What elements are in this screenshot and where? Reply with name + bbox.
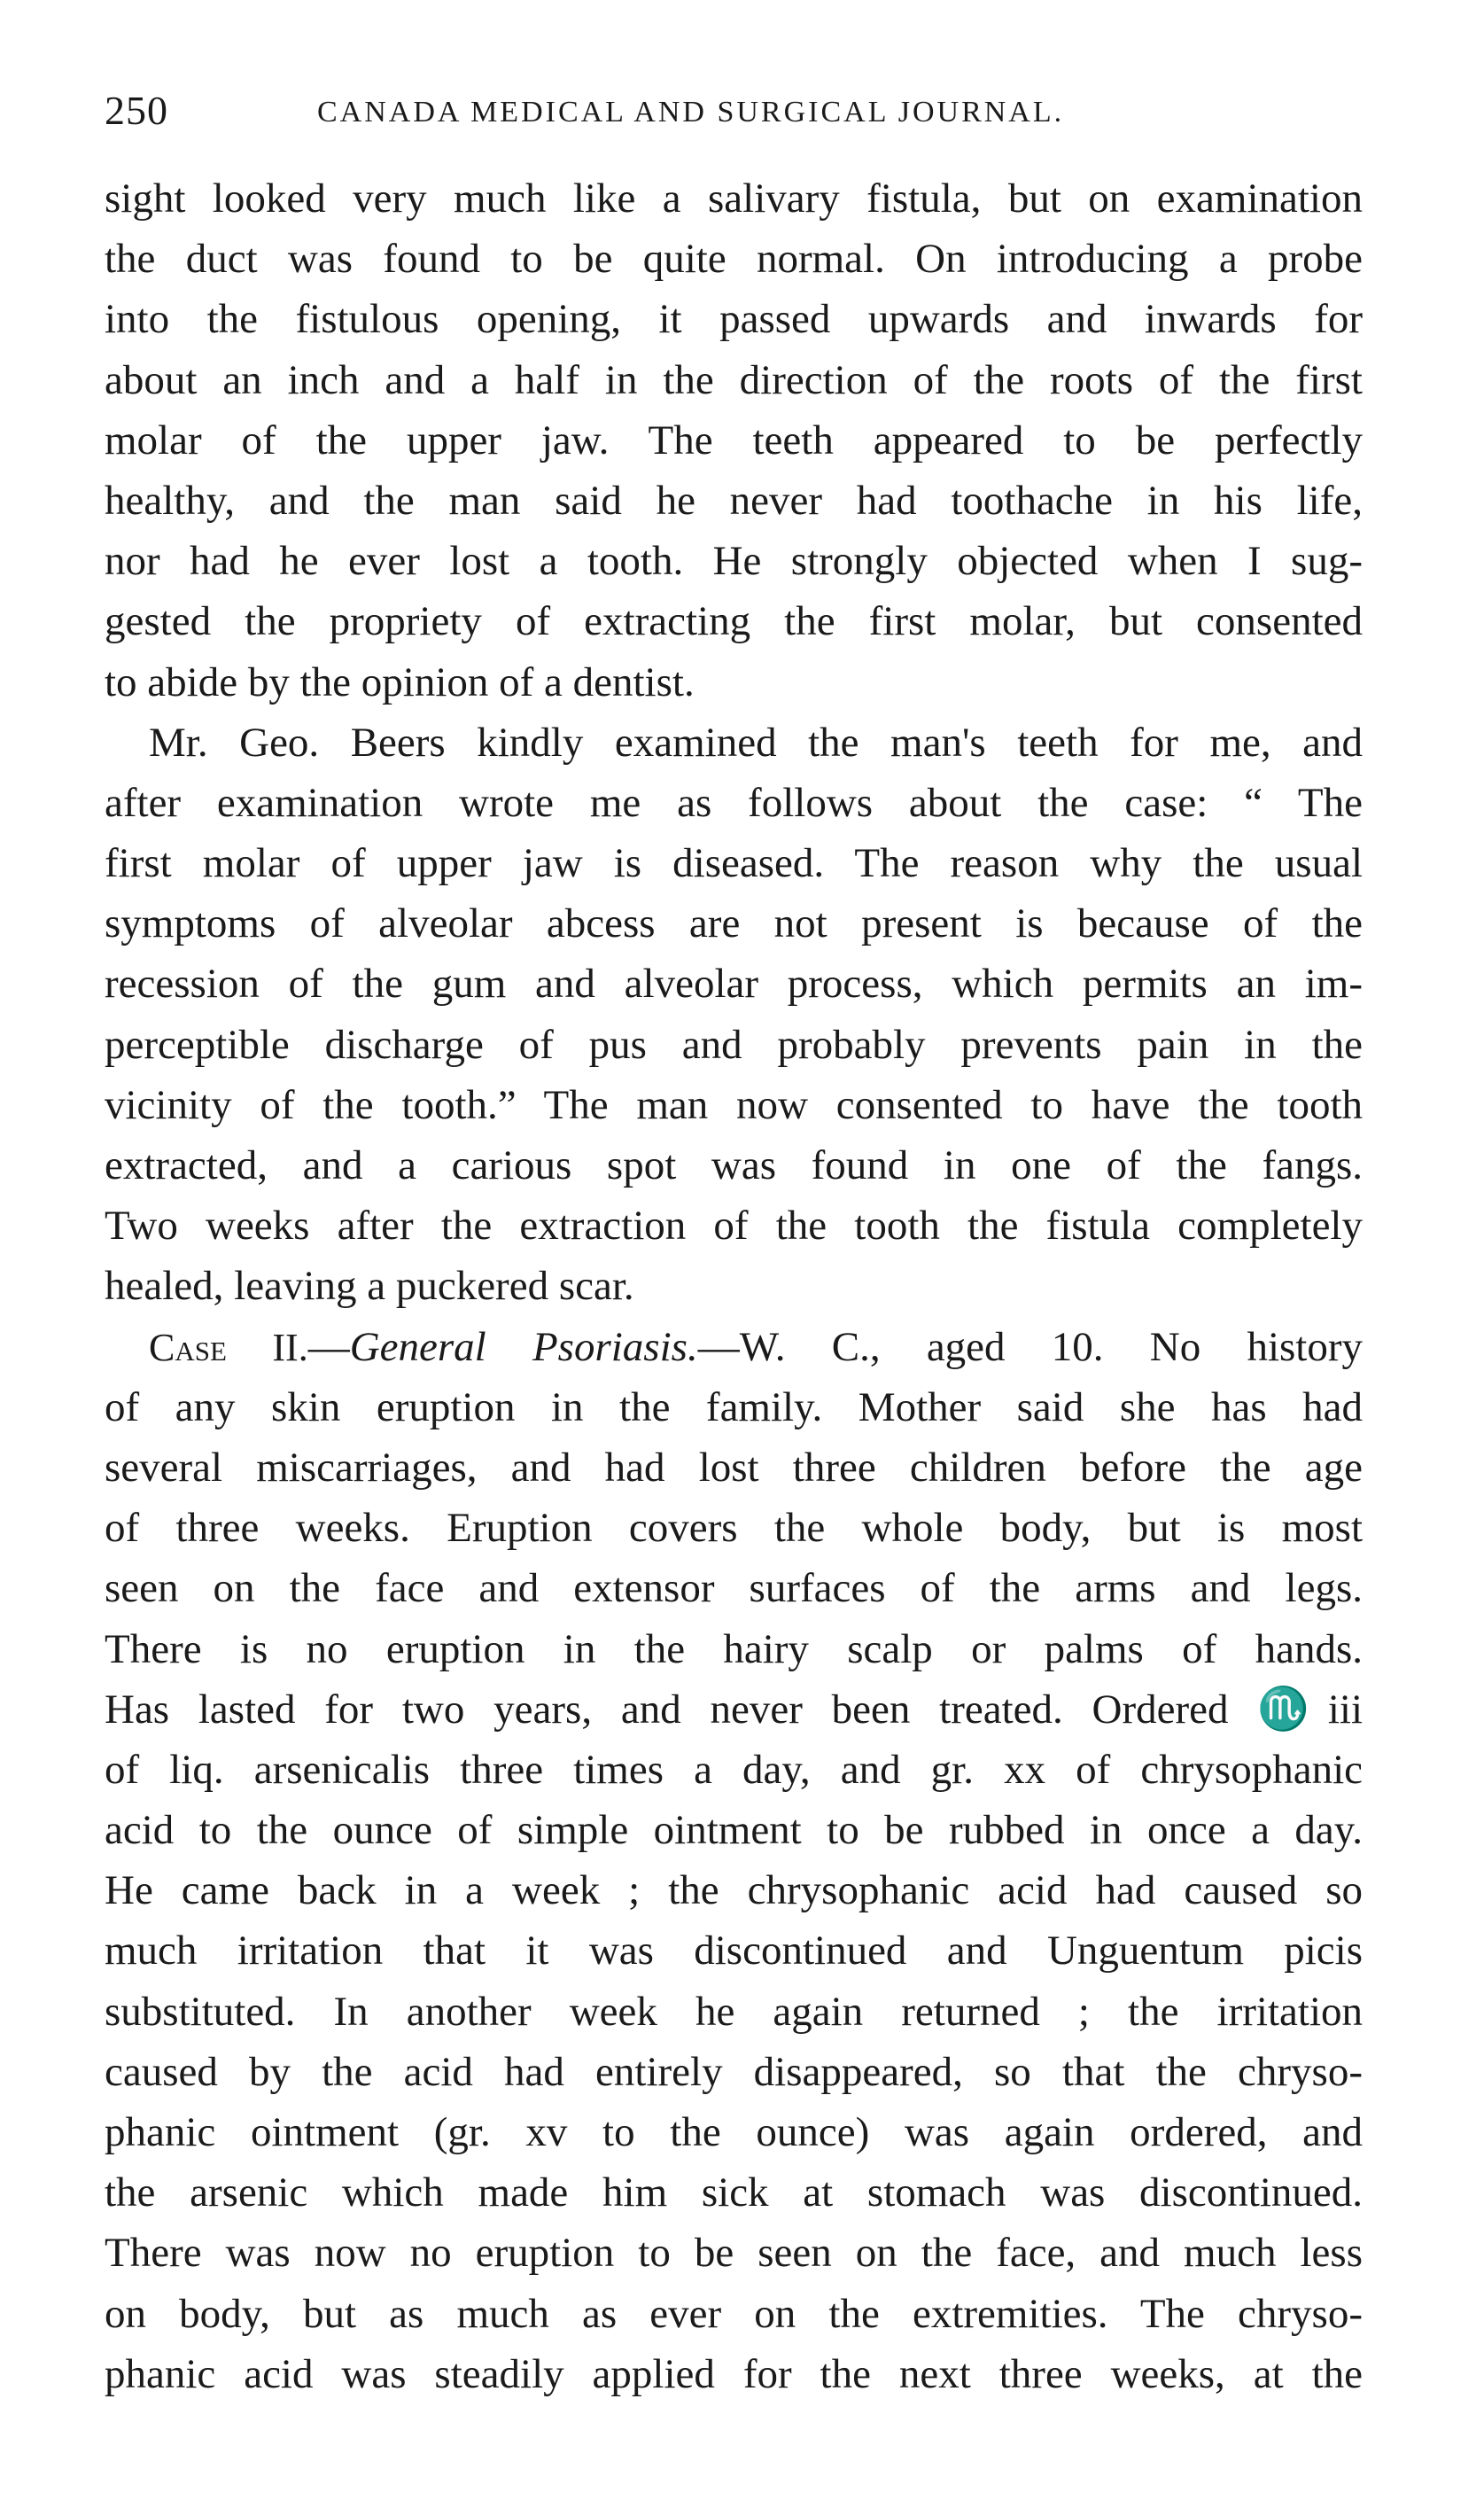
text-line: the duct was found to be quite normal. On introducing a probe <box>105 236 1363 283</box>
text-line: sight looked very much like a salivary fistula, but on examination <box>105 175 1363 222</box>
text-line: seen on the face and extensor surfaces of the arms and legs. <box>105 1565 1363 1612</box>
text-line: recession of the gum and alveolar process, which permits an im- <box>105 961 1363 1008</box>
page-number: 250 <box>105 88 168 133</box>
text-line: healthy, and the man said he never had toothache in his life, <box>105 477 1363 524</box>
text-line: phanic acid was steadily applied for the next three weeks, at the <box>105 2350 1363 2397</box>
case-dash: — <box>307 1323 350 1370</box>
text-line: symptoms of alveolar abcess are not present is because of the <box>105 900 1363 947</box>
text-line: after examination wrote me as follows about the case: “ The <box>105 779 1363 826</box>
text-line: the arsenic which made him sick at stomach was discontinued. <box>105 2169 1363 2216</box>
text-line: Mr. Geo. Beers kindly examined the man's teeth for me, and <box>149 719 1363 766</box>
text-line: much irritation that it was discontinued and Unguentum picis <box>105 1928 1363 1974</box>
text-line: into the fistulous opening, it passed upwards and inwards for <box>105 296 1363 343</box>
text-line: nor had he ever lost a tooth. He strongly objected when I sug- <box>105 538 1363 585</box>
text-line: about an inch and a half in the direction of the roots of the first <box>105 356 1363 403</box>
text-line: caused by the acid had entirely disappeared, so that the chryso- <box>105 2048 1363 2095</box>
text-line: of any skin eruption in the family. Mother said she has had <box>105 1383 1363 1430</box>
text-line: There was now no eruption to be seen on the face, and much less <box>105 2230 1363 2277</box>
text-line: phanic ointment (gr. xv to the ounce) was again ordered, and <box>105 2109 1363 2155</box>
text-line: molar of the upper jaw. The teeth appeared to be perfectly <box>105 417 1363 463</box>
text-line: gested the propriety of extracting the first molar, but consented <box>105 598 1363 645</box>
text-line: several miscarriages, and had lost three children before the age <box>105 1444 1363 1491</box>
text-line: perceptible discharge of pus and probably prevents pain in the <box>105 1021 1363 1068</box>
text-line: healed, leaving a puckered scar. <box>105 1263 634 1310</box>
text-line: He came back in a week ; the chrysophanic acid had caused so <box>105 1867 1363 1914</box>
text-line: of liq. arsenicalis three times a day, and gr. xx of chrysophanic <box>105 1746 1363 1793</box>
text-line: on body, but as much as ever on the extremities. The chryso- <box>105 2290 1363 2337</box>
case-title: General Psoriasis. <box>349 1323 698 1370</box>
running-head: CANADA MEDICAL AND SURGICAL JOURNAL. <box>317 96 1065 129</box>
text-line: Has lasted for two years, and never been treated. Ordered ♏iii <box>105 1686 1363 1733</box>
case-heading-rest: —W. C., aged 10. No history <box>697 1323 1364 1370</box>
case-label: Case II. <box>149 1325 308 1369</box>
case-heading-line <box>105 1317 1363 1377</box>
text-line: There is no eruption in the hairy scalp or palms of hands. <box>105 1625 1363 1672</box>
page-header <box>105 87 1363 140</box>
text-line: first molar of upper jaw is diseased. The reason why the usual <box>105 840 1363 887</box>
text-line: substituted. In another week he again returned ; the irritation <box>105 1988 1363 2035</box>
body-text <box>105 168 1363 2404</box>
text-line: to abide by the opinion of a dentist. <box>105 658 695 705</box>
text-line: Two weeks after the extraction of the tooth the fistula completely <box>105 1203 1363 1250</box>
text-line: extracted, and a carious spot was found in one of the fangs. <box>105 1142 1363 1188</box>
text-line: acid to the ounce of simple ointment to be rubbed in once a day. <box>105 1807 1363 1854</box>
text-line: vicinity of the tooth.” The man now consented to have the tooth <box>105 1081 1363 1128</box>
text-line: of three weeks. Eruption covers the whole body, but is most <box>105 1505 1363 1552</box>
